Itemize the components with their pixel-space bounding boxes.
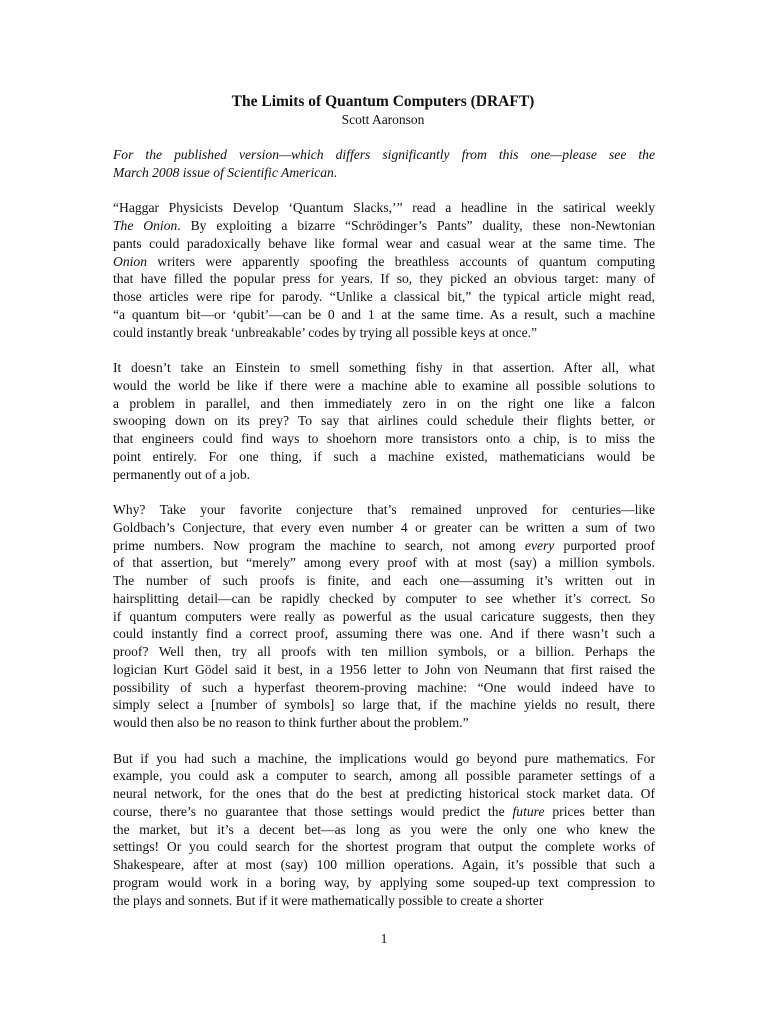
text-line bbox=[113, 217, 655, 235]
text-run: writers were apparently spoofing the breathless accounts of quantum computing bbox=[146, 253, 655, 269]
text-line bbox=[113, 874, 655, 892]
text-run: hairsplitting detail—can be rapidly checked by computer to see whether it’s correct. So bbox=[113, 590, 655, 606]
paragraph bbox=[113, 501, 655, 732]
italic-text: future bbox=[512, 803, 545, 819]
text-line bbox=[113, 270, 655, 288]
text-line bbox=[113, 767, 655, 785]
document-body bbox=[113, 146, 655, 927]
text-line bbox=[113, 519, 655, 537]
page-number: 1 bbox=[380, 931, 388, 946]
paragraph bbox=[113, 359, 655, 483]
text-run: prices better than bbox=[544, 803, 655, 819]
text-line bbox=[113, 821, 655, 839]
text-line bbox=[113, 501, 655, 519]
paragraph bbox=[113, 199, 655, 341]
text-line bbox=[113, 892, 655, 910]
text-line bbox=[113, 466, 655, 484]
text-line bbox=[113, 412, 655, 430]
text-run: “a quantum bit—or ‘qubit’—can be 0 and 1 at the same time. As a result, such a machine bbox=[113, 306, 655, 322]
italic-text: every bbox=[524, 537, 555, 553]
text-line bbox=[113, 750, 655, 768]
text-run: possibility of such a hyperfast theorem-proving machine: “One would indeed have to bbox=[113, 679, 655, 695]
text-run: “Haggar Physicists Develop ‘Quantum Slacks,’” read a headline in the satirical weekly bbox=[113, 200, 655, 216]
text-run: could instantly find a correct proof, assuming there was one. And if there wasn’t such a bbox=[113, 626, 655, 642]
paragraph bbox=[113, 750, 655, 910]
text-line bbox=[113, 253, 655, 271]
text-line bbox=[113, 608, 655, 626]
text-line bbox=[113, 803, 655, 821]
text-run: would the world be like if there were a machine able to examine all possible solutions to bbox=[113, 377, 655, 393]
text-line bbox=[113, 643, 655, 661]
text-line bbox=[113, 714, 655, 732]
text-line bbox=[113, 679, 655, 697]
text-line bbox=[113, 785, 655, 803]
text-run: program would work in a boring way, by applying some souped-up text compression to bbox=[113, 874, 655, 890]
text-line bbox=[113, 537, 655, 555]
text-run: those articles were ripe for parody. “Unlike a classical bit,” the typical article might read, bbox=[113, 289, 655, 304]
text-run: permanently out of a job. bbox=[113, 466, 251, 482]
text-line bbox=[113, 838, 655, 856]
text-run: course, there’s no guarantee that those settings would predict the bbox=[113, 803, 513, 819]
text-run: neural network, for the ones that do the best at predicting historical stock market data. Of bbox=[113, 786, 655, 801]
text-run: simply select a [number of symbols] so large that, if the machine yields no result, there bbox=[113, 697, 655, 713]
text-line bbox=[113, 590, 655, 608]
text-run: It doesn’t take an Einstein to smell something fishy in that assertion. After all, what bbox=[113, 360, 655, 375]
text-run: pants could paradoxically behave like formal wear and casual wear at the same time. The bbox=[113, 235, 655, 251]
text-line bbox=[113, 554, 655, 572]
text-run: that engineers could find ways to shoehorn more transistors onto a chip, is to miss the bbox=[113, 431, 655, 446]
text-line bbox=[113, 661, 655, 679]
text-run: Why? Take your favorite conjecture that’s remained unproved for centuries—like bbox=[113, 502, 655, 517]
text-run: point entirely. For one thing, if such a machine existed, mathematicians would be bbox=[113, 448, 655, 464]
italic-text: For the published version—which differs significantly from this one—please see the bbox=[113, 147, 655, 162]
text-run: Goldbach’s Conjecture, that every even number 4 or greater can be written a sum of two bbox=[113, 519, 655, 535]
text-line bbox=[113, 572, 655, 590]
text-run: . By exploiting a bizarre “Schrödinger’s Pants” duality, these non-Newtonian bbox=[177, 218, 655, 233]
text-run: of that assertion, but “merely” among every proof with at most (say) a million symbols. bbox=[113, 555, 655, 571]
text-line bbox=[113, 377, 655, 395]
text-run: Shakespeare, after at most (say) 100 million operations. Again, it’s possible that such a bbox=[113, 857, 655, 872]
text-run: the plays and sonnets. But if it were mathematically possible to create a shorter bbox=[113, 892, 544, 908]
text-run: logician Kurt Gödel said it best, in a 1956 letter to John von Neumann that first raised the bbox=[113, 661, 655, 677]
text-run: prime numbers. Now program the machine to search, not among bbox=[113, 537, 525, 553]
text-line bbox=[113, 146, 655, 164]
paragraph bbox=[113, 146, 655, 182]
text-run: proof? Well then, try all proofs with ten million symbols, or a billion. Perhaps the bbox=[113, 644, 655, 659]
text-run: swooping down on its prey? To say that airlines could schedule their flights better, or bbox=[113, 413, 655, 429]
text-line bbox=[113, 235, 655, 253]
text-run: But if you had such a machine, the implications would go beyond pure mathematics. For bbox=[113, 750, 655, 766]
text-run: the market, but it’s a decent bet—as long as you were the only one who knew the bbox=[113, 821, 655, 837]
text-run: would then also be no reason to think further about the problem.” bbox=[113, 715, 469, 730]
text-run: purported proof bbox=[554, 537, 655, 553]
text-line bbox=[113, 696, 655, 714]
italic-text: March 2008 issue of Scientific American. bbox=[113, 164, 338, 180]
text-line bbox=[113, 448, 655, 466]
page-title: The Limits of Quantum Computers (DRAFT) bbox=[231, 93, 535, 110]
text-line bbox=[113, 288, 655, 306]
text-line bbox=[113, 359, 655, 377]
text-line bbox=[113, 199, 655, 217]
text-line bbox=[113, 625, 655, 643]
text-run: that have filled the popular press for years. If so, they picked an obvious target: many of bbox=[113, 271, 655, 287]
text-line bbox=[113, 395, 655, 413]
text-line bbox=[113, 306, 655, 324]
text-run: settings! Or you could search for the shortest program that output the complete works of bbox=[113, 839, 655, 855]
text-run: The number of such proofs is finite, and each one—assuming it’s written out in bbox=[113, 573, 655, 588]
text-run: could instantly break ‘unbreakable’ codes by trying all possible keys at once.” bbox=[113, 324, 538, 340]
text-line bbox=[113, 856, 655, 874]
italic-text: Onion bbox=[113, 253, 147, 269]
text-line bbox=[113, 164, 655, 182]
text-run: example, you could ask a computer to search, among all possible parameter settings of a bbox=[113, 768, 655, 784]
italic-text: The Onion bbox=[113, 218, 178, 233]
text-run: if quantum computers were really as powerful as the usual caricature suggests, then they bbox=[113, 608, 655, 624]
text-line bbox=[113, 324, 655, 342]
author-name: Scott Aaronson bbox=[341, 112, 425, 127]
text-line bbox=[113, 430, 655, 448]
text-run: a problem in parallel, and then immediately zero in on the right one like a falcon bbox=[113, 395, 655, 411]
